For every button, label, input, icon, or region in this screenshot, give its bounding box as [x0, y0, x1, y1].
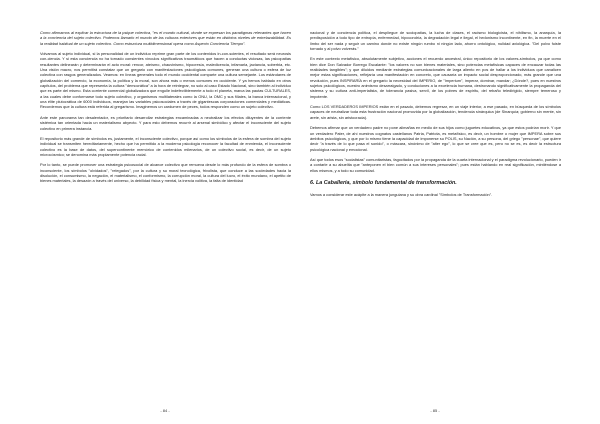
right-paragraph-4: Debemos afirmar que un verdadero padre no pone alimañas en medio de sus hijos como juguetes educativos, ya que estos podrían morir. Y que un verdadero Pater, de ahí nuestros cognatos castellanos Patria, Patriota, es metafísico, es decir, un hombre o mujer que IMPERA sobre sus ámbitos psicológicos, y que por lo mismo tiene la capacidad de imponerse su POLIS, su Nación, a su persona, del griego "personae", que quiere decir "a través de lo que pasa el sonido", o máscara, sinónimo de "alter ego", lo que se cree que es, pero no se es, es decir la estructura psicológica nacional y emocional. [310, 125, 561, 152]
left-paragraph-5: Por lo tanto, se puede promover una estrategia psicosocial de alcance colectivo que remueva desde lo más profundo de la esfera de sombra o inconsciente, los símbolos "olvidados", "relegados", por la cultura y su moral tecnológica, frivolista, que conduce a las sociedades hacia la disolución, el consumismo, la negación, el materialismo, el conformismo, la corrupción moral, la cultura del lucro, el éxito mundano, el apetito de bienes materiales, la desazón a través del universo, la debilidad física y mental, la inercia volitiva, la falta de identidad [40, 162, 291, 184]
left-page [40, 30, 291, 404]
left-paragraph-4: El repositorio más grande de símbolos es, justamente, el inconsciente colectivo, porque así como los símbolos de la esfera de sombra del sujeto individual se transmiten hereditariamente, hecho que ha permitido a la moderna psicología reconocer la facultad de enmienda, el inconsciente colectivo es la base de datos, del supercontinente memórico de contenidos milenarios, de un colectivo social, es decir, de un sujeto microcósmico; se denomina más propiamente potencia racial. [40, 135, 291, 157]
right-paragraph-3: Como LOS VERDADEROS IMPERIOS están en el pasado, debemos regresar, en un viaje interior, a ese pasado, en búsqueda de los símbolos capaces de neutralizar toda esta frustración nacional promovida por la globalización, tendencia sinárquica (de Sinarquía; gobierno sin mente, sin arete, sin arista, sin aristocracia). [310, 104, 561, 120]
closing-paragraph: Vamos a considerar este acápite a la manera junguiana y su obra cardinal "Símbolos de Transformación". [310, 191, 493, 197]
left-page-number: - 84 - [160, 408, 170, 413]
right-page [310, 30, 561, 404]
section-heading: 6. La Caballería, símbolo fundamental de transformación. [310, 179, 457, 186]
left-paragraph-1: Como afirmamos al explicar la estructura de la psique colectiva, "es el mundo cultural, donde se expresan los paradigmas relevantes que hacen a la conciencia del sujeto colectivo. Podemos llamarlo el mundo de las culturas exteriores que están en distintos niveles de entrelazabilidad. Es la realidad habitual de un sujeto colectivo. Como estructura multidimensional opera como Aspecto Conciencia Tiempo". [40, 30, 291, 46]
right-paragraph-2: En este contexto metafísico, absolutamente subjetivo, acciones el recuerdo ancestral, único repositorio de los valores-símbolos, ya que como bien dice Don Salvador Borrego Escalante: "los valores no son bienes materiales, sino potencias metafísicas capaces de encauzar todas las realidades tangibles"; y que diluidos mediante estrategias comunicacionales de larga aliento en pos de hallar a los individuos que canalicen mejor estas significaciones, reflejaría una manifestación en concreto, que causaría un impacto social desproporcionado, más grande que una revolución, pues INSPIRARÍA en el gregario la necesidad del IMPERIO, de "Imperium", imperar, dominar, mandar; ¿Dónde?, pues en nuestros sujetos psicológicos, nuestro animismo desarraigado, y conduciones a la excelencia humana, destronando significativamente la propaganda del sistema y su cultura anti-imperialista, de tolerancia pasiva, servil, de los pobres de espíritu, del rebaño teledirigido, siempre temeroso y impotente. [310, 56, 561, 99]
left-paragraph-3: Ante este panorama tan desalentador, es prioritario desarrollar estrategias encaminadas a neutralizar los efectos diluyentes de la corriente sistémica tan orientada hacia un materialismo abyecto. Y para esto debemos recurrir al arsenal simbólico y afectar el inconsciente del sujeto colectivo en primera instancia. [40, 114, 291, 131]
right-page-number: - 85 - [430, 408, 440, 413]
right-paragraph-5: Así que todos esos "socialistas" comunitaristas, fagocitados por la propaganda de la cuarta internacional y el paradigma revolucionario, pueden ir a contarle a su abuelita que "anteponen el bien común a sus intereses personales"; pues están hablando en real significación, mintiéndose a ellos mismos, y a todo su comunidad. [310, 156, 561, 173]
right-paragraph-1: nacional y de conciencia política, el despliegue de sociopatías, la lucha de clases, el racismo biologicista, el nihilismo, la anarquía, la predisposición a todo tipo de entropía, enfermedad, hipocondría, la degradación legal e ilegal, el hedonismo incontinente, en fin, la muerte en el limbo del ser nada y seguir un camino donde no existe ningún rumbo ni ningún lado, ahorro ontológico, nulidad axiológica. "Del polvo fuiste tornado y al polvo volverás." [310, 30, 561, 52]
left-paragraph-2: Volvamos al sujeto individual, si la personalidad de un individuo reprime gran parte de los contenidos in-con-scientes, el resultado será neurosis con-ciencia. Y si esta conciencia no ha tornado consientes vínculos significativos traumáticos que hacen a conductas viciosas, las psicopatías resultantes delinearán y determinarán el acto moral: rencor, ateísmo, chauvinismo, hipocresía, maledicencia, infamarla, jactancia, soberbia, etc. Una visión macro, nos permitirá constatar que un gregario con manifestaciones psicológicas comunes, generan una cultura o esfera de luz colectiva con rasgos generalizados. Veamos: en líneas generales todo el mundo occidental comparte una cultura semejante. Los estándares de globalización del comercio, la economía, la política y la moral, son ahora más o menos comunes en occidente. Y ya hemos hablado en otros capítulos, del problema que representa la cultura "democrática" a la hora de reintegrar, no solo al caso Estado Nacional, sino también al individuo que es parte del mismo. Esta corriente comercial globalizadora que engulle indefectiblemente a todo el planeta, marca las pautas CULTURALES, a las cuales debe conformarse todo sujeto colectivo, y organismos multilaterales como la ONU, la OMC y sus filiales, la banca internacional, y una élite plutocrática de 6000 individuos, manejan las variables psicosociales a través de gigantescas corporaciones comerciales y mediáticas. Recordemos que la cultura está referida al gregarismo. Imaginemos un cardumen de peces, todos responden como un sujeto colectivo. [40, 51, 291, 110]
